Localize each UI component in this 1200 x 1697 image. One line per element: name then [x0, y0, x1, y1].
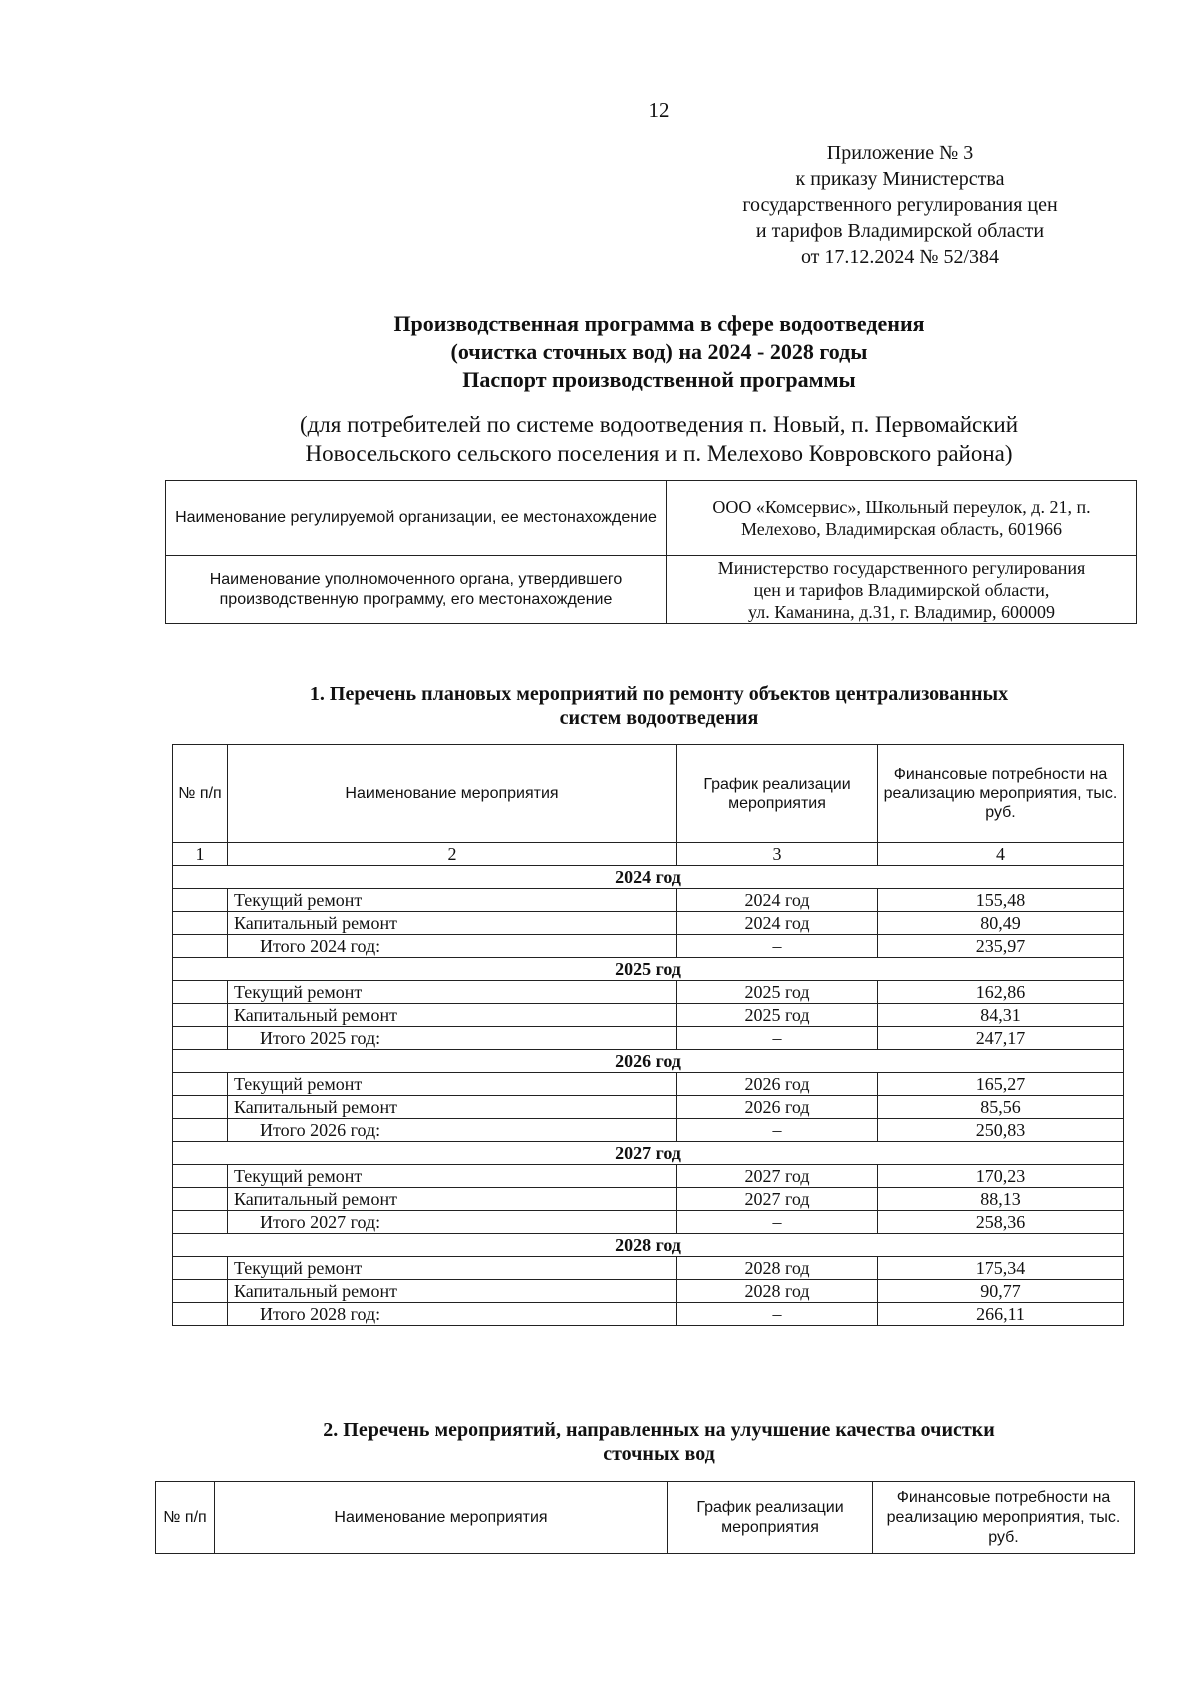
total-name: Итого 2028 год:	[228, 1303, 677, 1326]
header-schedule: График реализации мероприятия	[668, 1482, 873, 1554]
row-number	[173, 1257, 228, 1280]
row-number	[173, 1188, 228, 1211]
year-label: 2026 год	[173, 1050, 1124, 1073]
header-num: № п/п	[173, 745, 228, 843]
total-value: 258,36	[878, 1211, 1124, 1234]
table-row	[173, 1165, 1124, 1188]
total-name: Итого 2026 год:	[228, 1119, 677, 1142]
row-value: 90,77	[878, 1280, 1124, 1303]
column-number: 2	[228, 843, 677, 866]
total-schedule: –	[677, 935, 878, 958]
total-schedule: –	[677, 1119, 878, 1142]
row-value: 84,31	[878, 1004, 1124, 1027]
section1-title	[0, 682, 1200, 730]
column-number-row	[173, 843, 1124, 866]
column-number: 1	[173, 843, 228, 866]
row-name: Капитальный ремонт	[228, 1096, 677, 1119]
column-number: 4	[878, 843, 1124, 866]
section-title-line: систем водоотведения	[559, 707, 759, 729]
row-name: Текущий ремонт	[228, 1165, 677, 1188]
row-value: 165,27	[878, 1073, 1124, 1096]
total-row	[173, 1303, 1124, 1326]
row-value: 170,23	[878, 1165, 1124, 1188]
total-row	[173, 935, 1124, 958]
appendix-line: и тарифов Владимирской области	[755, 220, 1045, 242]
row-value: 155,48	[878, 889, 1124, 912]
header-name: Наименование мероприятия	[215, 1482, 668, 1554]
row-name: Текущий ремонт	[228, 889, 677, 912]
title-line: (очистка сточных вод) на 2024 - 2028 годы	[450, 339, 868, 364]
total-value: 235,97	[878, 935, 1124, 958]
table-row	[173, 1073, 1124, 1096]
header-schedule: График реализации мероприятия	[677, 745, 878, 843]
row-schedule: 2025 год	[677, 1004, 878, 1027]
row-name: Текущий ремонт	[228, 981, 677, 1004]
row-value: 175,34	[878, 1257, 1124, 1280]
row-name: Капитальный ремонт	[228, 1004, 677, 1027]
passport-table	[165, 480, 1137, 624]
row-schedule: 2026 год	[677, 1096, 878, 1119]
section-title-line: сточных вод	[603, 1443, 715, 1465]
appendix-line: Приложение № 3	[826, 142, 974, 164]
row-number	[173, 1004, 228, 1027]
row-schedule: 2026 год	[677, 1073, 878, 1096]
total-value: 250,83	[878, 1119, 1124, 1142]
total-name: Итого 2025 год:	[228, 1027, 677, 1050]
total-schedule: –	[677, 1211, 878, 1234]
year-header-row	[173, 1234, 1124, 1257]
total-row	[173, 1211, 1124, 1234]
appendix-line: от 17.12.2024 № 52/384	[800, 246, 1000, 268]
document-title	[0, 310, 1200, 394]
year-header-row	[173, 1142, 1124, 1165]
appendix-line: государственного регулирования цен	[742, 194, 1058, 216]
row-number	[173, 1096, 228, 1119]
row-value: 85,56	[878, 1096, 1124, 1119]
row-number	[173, 1073, 228, 1096]
year-groups	[173, 866, 1124, 1326]
passport-row	[166, 556, 1137, 624]
section2-title	[0, 1418, 1200, 1466]
page-number: 12	[648, 98, 670, 122]
year-header-row	[173, 866, 1124, 889]
row-schedule: 2028 год	[677, 1280, 878, 1303]
year-header-row	[173, 958, 1124, 981]
year-header-row	[173, 1050, 1124, 1073]
table-header-row	[156, 1482, 1135, 1554]
year-label: 2028 год	[173, 1234, 1124, 1257]
table-row	[173, 1188, 1124, 1211]
row-name: Капитальный ремонт	[228, 1280, 677, 1303]
row-number	[173, 889, 228, 912]
row-schedule: 2027 год	[677, 1188, 878, 1211]
title-line: Производственная программа в сфере водоотведения	[393, 311, 925, 336]
total-row	[173, 1119, 1124, 1142]
table-row	[173, 1096, 1124, 1119]
passport-label: Наименование регулируемой организации, ее местонахождение	[166, 481, 667, 556]
total-value: 247,17	[878, 1027, 1124, 1050]
year-label: 2025 год	[173, 958, 1124, 981]
row-number	[173, 1165, 228, 1188]
row-value: 162,86	[878, 981, 1124, 1004]
header-name: Наименование мероприятия	[228, 745, 677, 843]
passport-value-line: ул. Каманина, д.31, г. Владимир, 600009	[748, 601, 1055, 622]
row-number	[173, 1303, 228, 1326]
table-row	[173, 1280, 1124, 1303]
title-line: Паспорт производственной программы	[462, 367, 856, 392]
row-number	[173, 1027, 228, 1050]
quality-measures-table	[155, 1481, 1135, 1554]
section-title-line: 1. Перечень плановых мероприятий по ремонту объектов централизованных	[309, 683, 1009, 705]
total-schedule: –	[677, 1027, 878, 1050]
appendix-line: к приказу Министерства	[795, 168, 1005, 190]
section-title-line: 2. Перечень мероприятий, направленных на улучшение качества очистки	[323, 1419, 995, 1441]
row-number	[173, 981, 228, 1004]
table-header-row	[173, 745, 1124, 843]
row-schedule: 2024 год	[677, 912, 878, 935]
year-label: 2024 год	[173, 866, 1124, 889]
row-schedule: 2025 год	[677, 981, 878, 1004]
document-subtitle	[0, 410, 1200, 468]
table-row	[173, 912, 1124, 935]
row-schedule: 2024 год	[677, 889, 878, 912]
row-value: 80,49	[878, 912, 1124, 935]
total-name: Итого 2024 год:	[228, 935, 677, 958]
subtitle-line: (для потребителей по системе водоотведения п. Новый, п. Первомайский	[299, 412, 1019, 437]
row-schedule: 2027 год	[677, 1165, 878, 1188]
row-schedule: 2028 год	[677, 1257, 878, 1280]
row-number	[173, 1119, 228, 1142]
passport-value	[667, 556, 1137, 624]
header-finance: Финансовые потребности на реализацию мероприятия, тыс. руб.	[878, 745, 1124, 843]
table-row	[173, 981, 1124, 1004]
repair-plan-table	[172, 744, 1124, 1326]
header-num: № п/п	[156, 1482, 215, 1554]
total-row	[173, 1027, 1124, 1050]
total-value: 266,11	[878, 1303, 1124, 1326]
appendix-block	[700, 140, 1100, 270]
header-finance: Финансовые потребности на реализацию мероприятия, тыс. руб.	[873, 1482, 1135, 1554]
subtitle-line: Новосельского сельского поселения и п. Мелехово Ковровского района)	[305, 441, 1013, 466]
passport-value: ООО «Комсервис», Школьный переулок, д. 21, п. Мелехово, Владимирская область, 601966	[667, 481, 1137, 556]
row-value: 88,13	[878, 1188, 1124, 1211]
column-number: 3	[677, 843, 878, 866]
row-name: Капитальный ремонт	[228, 1188, 677, 1211]
table-row	[173, 889, 1124, 912]
row-number	[173, 935, 228, 958]
table-row	[173, 1257, 1124, 1280]
passport-value-line: цен и тарифов Владимирской области,	[753, 579, 1050, 600]
passport-label: Наименование уполномоченного органа, утвердившего производственную программу, его местонахождение	[166, 556, 667, 624]
passport-value-line: Министерство государственного регулирования	[717, 557, 1086, 578]
passport-row	[166, 481, 1137, 556]
row-name: Текущий ремонт	[228, 1073, 677, 1096]
total-schedule: –	[677, 1303, 878, 1326]
table-row	[173, 1004, 1124, 1027]
row-number	[173, 1280, 228, 1303]
row-name: Текущий ремонт	[228, 1257, 677, 1280]
total-name: Итого 2027 год:	[228, 1211, 677, 1234]
row-name: Капитальный ремонт	[228, 912, 677, 935]
row-number	[173, 912, 228, 935]
row-number	[173, 1211, 228, 1234]
year-label: 2027 год	[173, 1142, 1124, 1165]
